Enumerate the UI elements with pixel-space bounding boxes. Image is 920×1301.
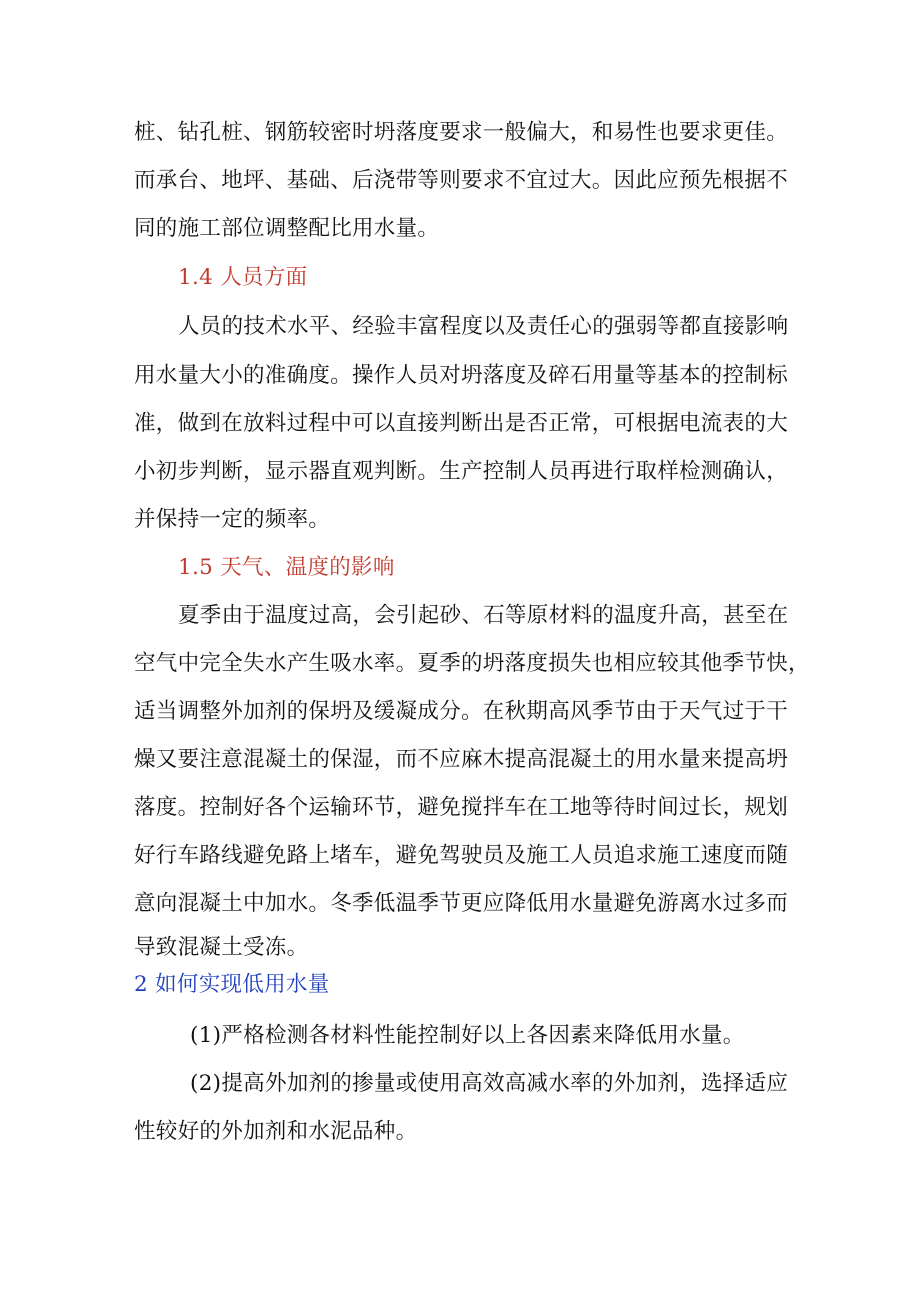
section-1-4-line-1: 人员的技术水平、经验丰富程度以及责任心的强弱等都直接影响 bbox=[178, 314, 789, 339]
item-2-line-1: (2)提高外加剂的掺量或使用高效高减水率的外加剂，选择适应 bbox=[190, 1071, 789, 1096]
section-1-4-line-5: 并保持一定的频率。 bbox=[134, 507, 331, 532]
section-1-5-line-1: 夏季由于温度过高，会引起砂、石等原材料的温度升高，甚至在 bbox=[178, 603, 789, 628]
section-1-4-line-4: 小初步判断，显示器直观判断。生产控制人员再进行取样检测确认， bbox=[134, 459, 789, 484]
section-heading-1-5: 1.5 天气、温度的影响 bbox=[178, 555, 395, 580]
section-1-5-line-5: 落度。控制好各个运输环节，避免搅拌车在工地等待时间过长，规划 bbox=[134, 795, 789, 820]
intro-line-3: 同的施工部位调整配比用水量。 bbox=[134, 216, 440, 241]
chapter-heading-2: 2 如何实现低用水量 bbox=[134, 972, 330, 997]
item-1-line-1: (1)严格检测各材料性能控制好以上各因素来降低用水量。 bbox=[190, 1023, 745, 1048]
section-1-5-line-7: 意向混凝土中加水。冬季低温季节更应降低用水量避免游离水过多而 bbox=[134, 891, 789, 916]
section-1-5-line-4: 燥又要注意混凝土的保湿，而不应麻木提高混凝土的用水量来提高坍 bbox=[134, 747, 789, 772]
section-1-5-line-6: 好行车路线避免路上堵车，避免驾驶员及施工人员追求施工速度而随 bbox=[134, 843, 789, 868]
intro-line-2: 而承台、地坪、基础、后浇带等则要求不宜过大。因此应预先根据不 bbox=[134, 168, 789, 193]
item-2-line-2: 性较好的外加剂和水泥品种。 bbox=[134, 1119, 418, 1144]
section-1-5-line-3: 适当调整外加剂的保坍及缓凝成分。在秋期高风季节由于天气过于干 bbox=[134, 699, 789, 724]
intro-line-1: 桩、钻孔桩、钢筋较密时坍落度要求一般偏大，和易性也要求更佳。 bbox=[134, 120, 789, 145]
section-heading-1-4: 1.4 人员方面 bbox=[178, 265, 308, 290]
section-1-5-line-2: 空气中完全失水产生吸水率。夏季的坍落度损失也相应较其他季节快， bbox=[134, 651, 810, 676]
section-1-4-line-2: 用水量大小的准确度。操作人员对坍落度及碎石用量等基本的控制标 bbox=[134, 363, 789, 388]
section-1-4-line-3: 准，做到在放料过程中可以直接判断出是否正常，可根据电流表的大 bbox=[134, 411, 789, 436]
section-1-5-line-8: 导致混凝土受冻。 bbox=[134, 935, 309, 960]
